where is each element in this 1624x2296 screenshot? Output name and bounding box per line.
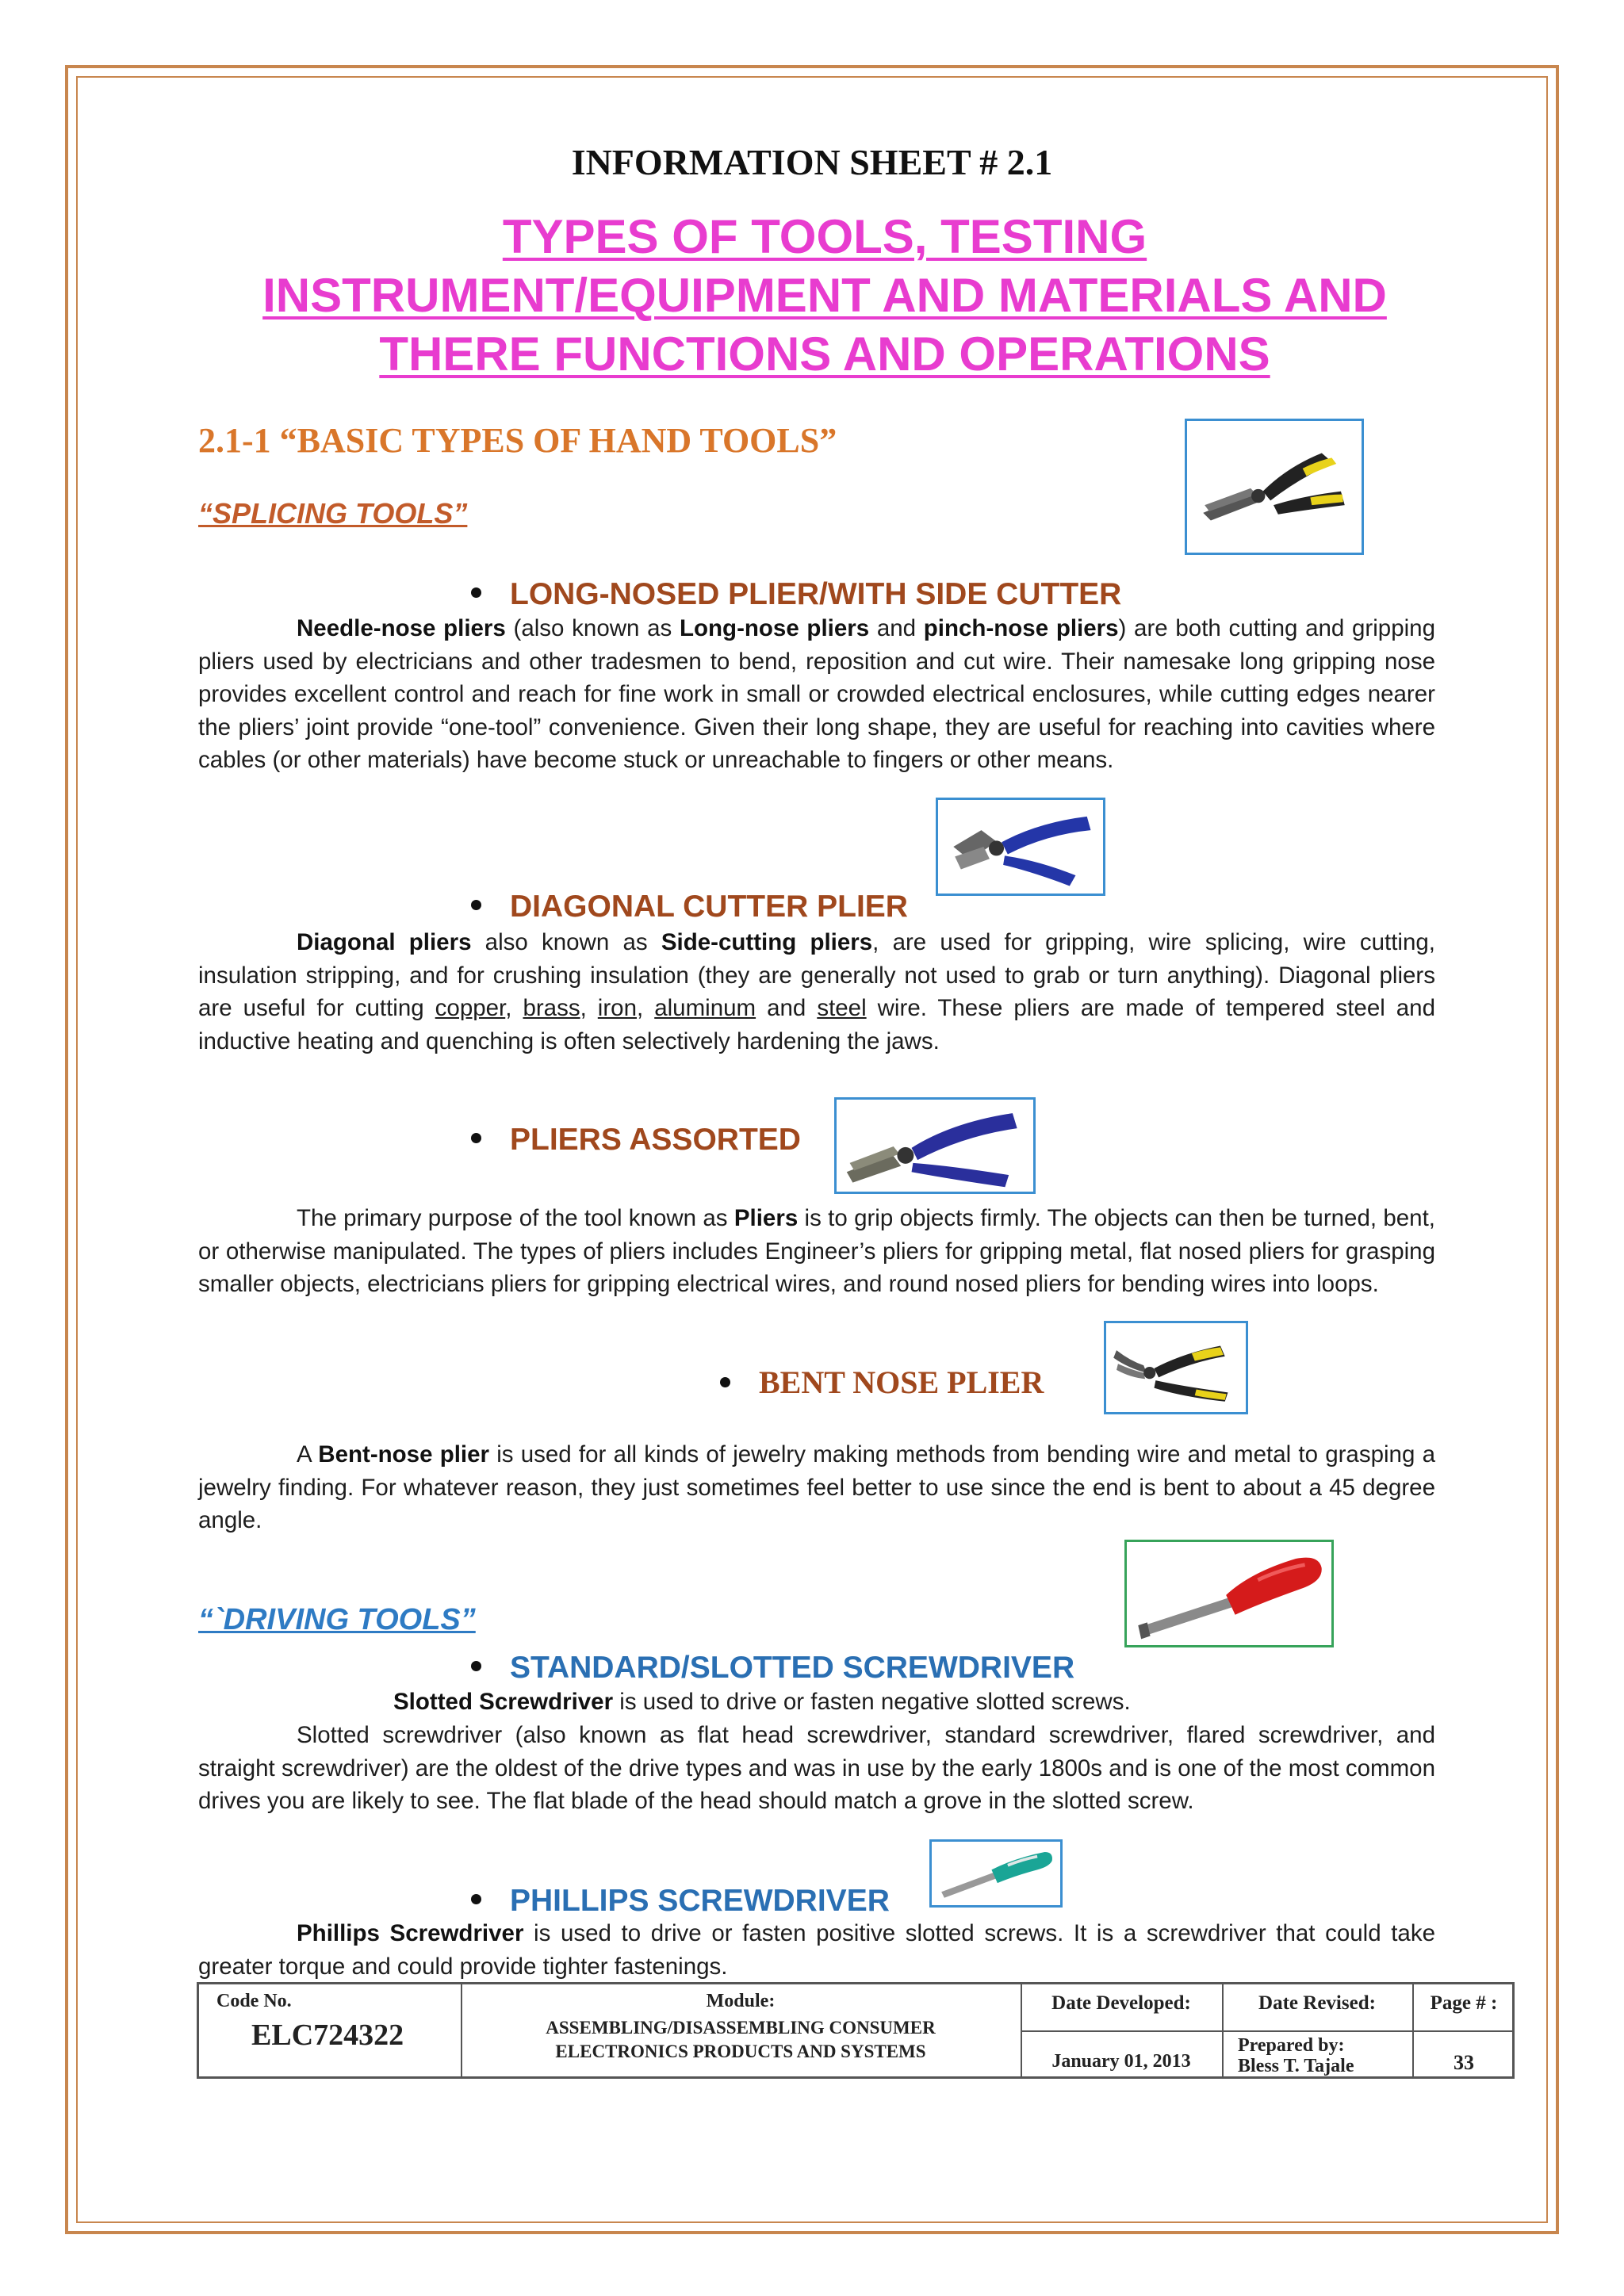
module-line-2: ELECTRONICS PRODUCTS AND SYSTEMS [555, 2042, 926, 2061]
slotted-paragraph [198, 1719, 1435, 1818]
assorted-paragraph [198, 1202, 1435, 1301]
text: , [580, 995, 598, 1021]
splicing-tools-label: “SPLICING TOOLS” [198, 497, 468, 530]
phillips-screwdriver-photo [929, 1839, 1063, 1908]
bullet-diagonal [471, 890, 908, 924]
date-developed-label: Date Developed: [1051, 1992, 1191, 2014]
main-title [238, 208, 1411, 384]
term-needle-nose: Needle-nose pliers [297, 615, 506, 641]
text: wire. These pliers are made of tempered steel and inductive heating and quenching is often selectively hardening the jaws. [198, 995, 1435, 1054]
bullet-slotted [471, 1651, 1074, 1686]
term-pinch-nose: pinch-nose pliers [923, 615, 1119, 641]
term-slotted: Slotted Screwdriver [393, 1689, 614, 1715]
term-pliers: Pliers [733, 1205, 799, 1231]
text: and [756, 995, 818, 1021]
link-brass[interactable]: brass [523, 995, 580, 1021]
text: A [297, 1441, 319, 1468]
long-nose-plier-photo [1185, 419, 1364, 555]
code-label: Code No. [216, 1991, 292, 2011]
text: The primary purpose of the tool known as [297, 1205, 734, 1231]
diagonal-cutter-photo [936, 798, 1105, 896]
section-heading: 2.1-1 “BASIC TYPES OF HAND TOOLS” [198, 421, 837, 460]
bent-nose-paragraph [198, 1438, 1435, 1537]
slotted-def-line [198, 1686, 1435, 1719]
code-value: ELC724322 [251, 2019, 404, 2052]
assorted-pliers-photo [834, 1097, 1036, 1194]
long-nose-title: LONG-NOSED PLIER/WITH SIDE CUTTER [510, 577, 1122, 611]
bullet-dot [471, 1894, 481, 1904]
term-side-cutting: Side-cutting pliers [661, 929, 873, 955]
bullet-bent-nose [720, 1364, 1044, 1401]
text: , [637, 995, 655, 1021]
link-aluminum[interactable]: aluminum [654, 995, 756, 1021]
text: is used to drive or fasten negative slotted screws. [613, 1689, 1131, 1715]
phillips-screwdriver-icon [932, 1842, 1060, 1905]
slotted-screwdriver-photo [1124, 1540, 1334, 1647]
text: , are used for gripping, wire splicing, wire cutting, insulation stripping, and for crushing insulation (they are generally not used to grab or turn anything). Diagonal pliers are useful for cutting [198, 929, 1435, 1021]
text: and [869, 615, 924, 641]
footer-divider [1021, 2030, 1515, 2032]
diagonal-title: DIAGONAL CUTTER PLIER [510, 890, 908, 924]
link-iron[interactable]: iron [597, 995, 637, 1021]
slotted-title: STANDARD/SLOTTED SCREWDRIVER [510, 1651, 1075, 1685]
assorted-pliers-icon [837, 1100, 1033, 1192]
long-nose-paragraph [198, 612, 1435, 777]
link-steel[interactable]: steel [817, 995, 867, 1021]
footer-table [197, 1982, 1515, 2079]
bullet-long-nose [471, 577, 1121, 612]
term-long-nose: Long-nose pliers [679, 615, 870, 641]
slotted-screwdriver-icon [1127, 1542, 1331, 1645]
bullet-assorted [471, 1123, 801, 1158]
phillips-paragraph [198, 1917, 1435, 1983]
bent-nose-plier-icon [1106, 1323, 1246, 1412]
bullet-dot [720, 1377, 730, 1387]
link-copper[interactable]: copper [435, 995, 506, 1021]
term-diagonal: Diagonal pliers [297, 929, 472, 955]
bullet-dot [471, 900, 481, 910]
driving-tools-label: “`DRIVING TOOLS” [198, 1603, 476, 1636]
text: is to grip objects firmly. The objects can then be turned, bent, or otherwise manipulated. The types of pliers includes Engineer’s pliers for gripping metal, flat nosed pliers for grasping smaller objects, electricians pliers for gripping electrical wires, and round nosed pliers for bending wires into loops. [198, 1205, 1435, 1297]
diagonal-cutter-icon [938, 800, 1103, 894]
prepared-label: Prepared by: [1238, 2035, 1345, 2056]
text: is used to drive or fasten positive slotted screws. It is a screwdriver that could take greater torque and could provide tighter fastenings. [198, 1920, 1435, 1980]
text: , [505, 995, 523, 1021]
diagonal-paragraph [198, 926, 1435, 1058]
date-developed-value: January 01, 2013 [1051, 2051, 1191, 2072]
bullet-dot [471, 1661, 481, 1671]
text: also known as [471, 929, 661, 955]
sheet-title: INFORMATION SHEET # 2.1 [571, 142, 1053, 182]
bent-nose-plier-photo [1104, 1321, 1248, 1414]
main-title-line-3: THERE FUNCTIONS AND OPERATIONS [379, 327, 1270, 381]
text: is used for all kinds of jewelry making methods from bending wire and metal to grasping a jewelry finding. For whatever reason, they just sometimes feel better to use since the end is bent to about a 45 degree angle. [198, 1441, 1435, 1533]
prepared-value: Bless T. Tajale [1238, 2056, 1354, 2076]
assorted-title: PLIERS ASSORTED [510, 1123, 801, 1157]
module-name [461, 2016, 1021, 2064]
phillips-title: PHILLIPS SCREWDRIVER [510, 1884, 890, 1918]
bent-nose-title: BENT NOSE PLIER [759, 1364, 1044, 1400]
page-number: 33 [1454, 2051, 1474, 2074]
text: (also known as [505, 615, 680, 641]
term-bent-nose: Bent-nose plier [318, 1441, 490, 1468]
date-revised-label: Date Revised: [1258, 1992, 1376, 2014]
module-label: Module: [706, 1991, 776, 2011]
main-title-line-1: TYPES OF TOOLS, TESTING [502, 210, 1147, 263]
bullet-dot [471, 1133, 481, 1143]
long-nose-plier-icon [1187, 421, 1362, 553]
text: Slotted screwdriver (also known as flat head screwdriver, standard screwdriver, flared screwdriver, and straight screwdriver) are the oldest of the drive types and was in use by the early 1800s and is one of the most common drives you are likely to see. The flat blade of the head should match a grove in the slotted screw. [198, 1722, 1435, 1814]
module-line-1: ASSEMBLING/DISASSEMBLING CONSUMER [546, 2018, 936, 2038]
bullet-dot [471, 587, 481, 598]
main-title-line-2: INSTRUMENT/EQUIPMENT AND MATERIALS AND [262, 269, 1387, 322]
term-phillips: Phillips Screwdriver [297, 1920, 524, 1946]
bullet-phillips [471, 1884, 890, 1919]
page-label: Page # : [1430, 1992, 1498, 2014]
text: ) are both cutting and gripping pliers used by electricians and other tradesmen to bend, reposition and cut wire. Their namesake long gripping nose provides excellent control and reach for fine work in small or crowded electrical enclosures, while cutting edges nearer the pliers’ joint provide “one-tool” convenience. Given their long shape, they are useful for reaching into cavities where cables (or other materials) have become stuck or unreachable to fingers or other means. [198, 615, 1435, 773]
